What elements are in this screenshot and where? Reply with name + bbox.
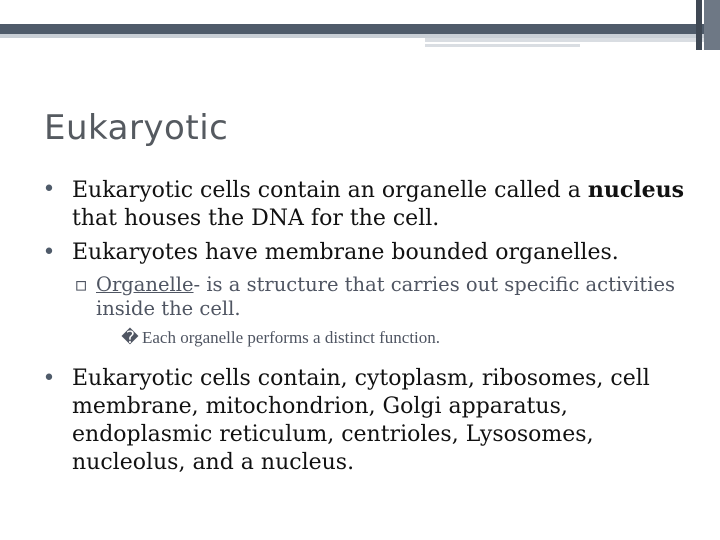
bullet-marker: •	[42, 177, 56, 202]
header-bar	[0, 24, 720, 34]
header-accent-line	[425, 38, 720, 42]
bullet-marker: •	[42, 240, 56, 265]
bullet-marker: •	[42, 366, 56, 391]
definition-term: Organelle	[96, 273, 194, 296]
sub-sub-bullet-marker: �	[121, 328, 139, 347]
sub-sub-bullet-distinct-function	[26, 327, 706, 349]
bullet-cell-parts	[26, 365, 706, 477]
bullet-bold-term: nucleus	[587, 177, 684, 203]
corner-strip	[696, 0, 702, 50]
bullet-text: Eukaryotes have membrane bounded organelles.	[72, 240, 619, 265]
sub-bullet-marker: ▫	[74, 273, 88, 296]
definition-text: - is a structure that carries out specific activities inside the cell.	[96, 273, 676, 320]
header-accent-line-short	[425, 44, 580, 47]
sub-bullet-organelle-definition	[26, 273, 706, 321]
bullet-membrane-organelles	[26, 239, 706, 267]
bullet-text-part: Eukaryotic cells contain an organelle called a	[72, 178, 588, 203]
slide-title: Eukaryotic	[44, 108, 229, 148]
slide-body	[26, 176, 706, 483]
bullet-nucleus	[26, 176, 706, 233]
header-band	[0, 0, 720, 24]
bullet-text: Eukaryotic cells contain, cytoplasm, ribosomes, cell membrane, mitochondrion, Golgi apparatus, endoplasmic reticulum, centrioles, Lysosomes, nucleolus, and a nucleus.	[72, 366, 650, 475]
sub-sub-bullet-text: Each organelle performs a distinct function.	[142, 328, 441, 347]
bullet-text-part: that houses the DNA for the cell.	[72, 206, 440, 231]
corner-strip-light	[704, 0, 720, 50]
